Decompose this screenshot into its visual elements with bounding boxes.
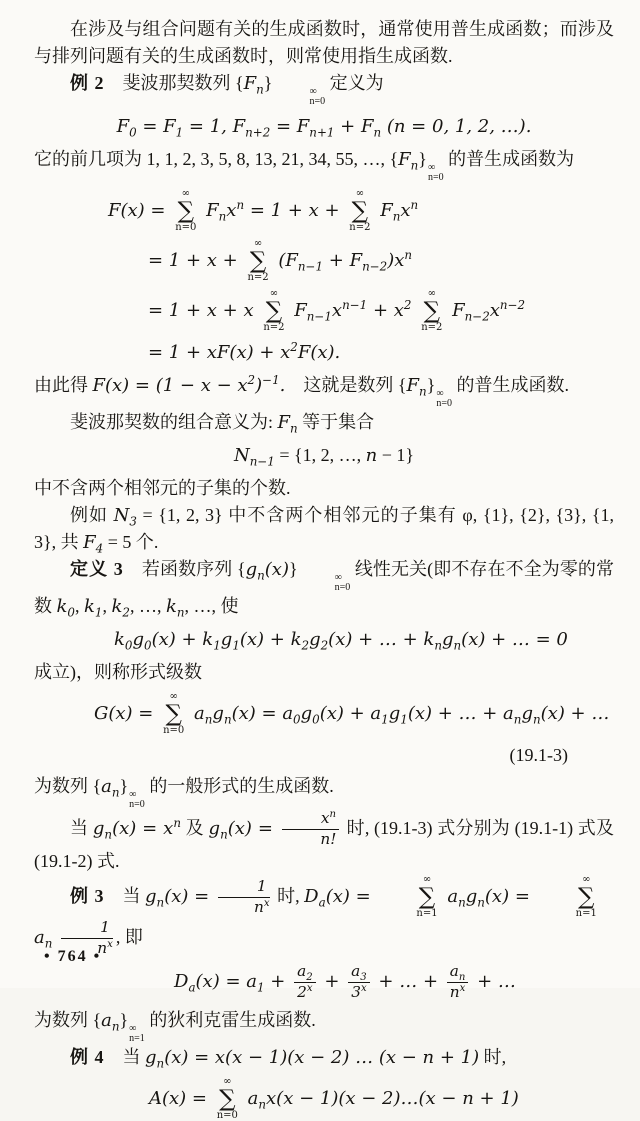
- example-3-heading: 例 3 当 $g_n(x)$ = $\frac{1}{n^x}$ 时, $D_a(x)$ = ∞ ∑ n=1 $a_ng_n(x)$ = ∞ ∑ n=1 $a_n$ $\frac{1}{n^x}$ , 即: [34, 874, 597, 957]
- generating-function-line-4: = $1 + xF(x) + x^2F(x)$.: [148, 340, 341, 363]
- page-number: • 764 •: [44, 948, 102, 965]
- generating-function-line-1: F(x) = ∞ ∑ n=0 $F_nx^n = 1 + x$ + ∞ ∑ n=2 $F_nx^n$: [108, 188, 419, 233]
- falling-factorial-formula: A(x) = ∞ ∑ n=0 $a_nx(x - 1)(x$ − 2)…(x − n + 1): [149, 1076, 519, 1121]
- dirichlet-series-formula: $D_a(x) = a_1$ + $\frac{a_2}{2^x}$ + $\frac{a_3}{3^x}$ + … + $\frac{a_n}{n^x}$ + …: [174, 962, 516, 1001]
- conclusion-paragraph: 由此得 $F(x) = (1 - x - x^2)^{-1}$. 这就是数列 $\{F_n\}$ ∞ n=0 的普生成函数.: [34, 373, 569, 409]
- general-gf-description-paragraph: 为数列 $\{a_n\}$ ∞ n=0 的一般形式的生成函数.: [34, 776, 334, 810]
- example-4-heading: 例 4 当 $g_n(x) = x(x - 1)(x - 2)$ … (x − n + 1) 时,: [70, 1047, 507, 1072]
- generating-function-line-2: = 1 + x + ∞ ∑ n=2 $(F_{n-1} + F_{n-2})x^n$: [148, 238, 413, 283]
- intro-paragraph: 在涉及与组合问题有关的生成函数时，通常使用普生成函数；而涉及与排列问题有关的生成函数时，则常使用指生成函数.: [34, 19, 614, 66]
- set-definition-formula: $N_{n-1} = \{1$, 2, …, n − 1}: [233, 445, 415, 469]
- formal-series-paragraph: 成立)，则称形式级数: [34, 662, 202, 682]
- general-generating-function-formula: G(x) = ∞ ∑ n=0 $a_ng_n(x) = a_0g_0(x) + a_1g_1(x)$ + … + $a_ng_n(x)$ + …: [94, 691, 610, 736]
- linear-independence-formula: $k_0g_0(x) + k_1g_1(x) + k_2g_2(x)$ + … + $k_ng_n(x)$ + … = 0: [114, 629, 568, 653]
- combinatorial-meaning-paragraph: 斐波那契数的组合意义为: $F_n$ 等于集合: [70, 412, 375, 436]
- definition-3-paragraph: 定义 3 若函数序列 $\{g_n(x)\}$ ∞ n=0 线性无关(即不存在不全为零的常数 $k_0$, $k_1$, $k_2$, …, $k_n$, …, 使: [34, 559, 615, 620]
- example-sets-paragraph: 例如 $N_3 = \{1$, 2, 3} 中不含两个相邻元的子集有 φ, {1}, {2}, {3}, {1, 3}, 共 $F_4 = 5$ 个.: [34, 505, 615, 556]
- example-2-heading: 例 2 斐波那契数列 $\{F_n\}$ ∞ n=0 定义为: [70, 73, 384, 107]
- dirichlet-description-paragraph: 为数列 $\{a_n\}$ ∞ n=1 的狄利克雷生成函数.: [34, 1010, 316, 1045]
- generating-function-line-3: = 1 + x + x ∞ ∑ n=2 $F_{n-1}x^{n-1} + x^2$ ∞ ∑ n=2 $F_{n-2}x^{n-2}$: [148, 288, 526, 333]
- special-cases-paragraph: 当 $g_n(x) = x^n$ 及 $g_n(x)$ = $\frac{x^n}{n!}$ 时, (19.1-3) 式分别为 (19.1-1) 式及 (19.1-2) 式.: [34, 808, 614, 872]
- subset-count-paragraph: 中不含两个相邻元的子集的个数.: [34, 478, 291, 498]
- equation-number: (19.1-3): [509, 745, 568, 765]
- fibonacci-recurrence-formula: $F_0 = F_1 = 1$, $F_{n+2} = F_{n+1} + F_n$ (n = 0, 1, 2, …).: [116, 116, 532, 140]
- fibonacci-terms-paragraph: 它的前几项为 1, 1, 2, 3, 5, 8, 13, 21, 34, 55, …, $\{F_n\}$ ∞ n=0 的普生成函数为: [34, 149, 575, 183]
